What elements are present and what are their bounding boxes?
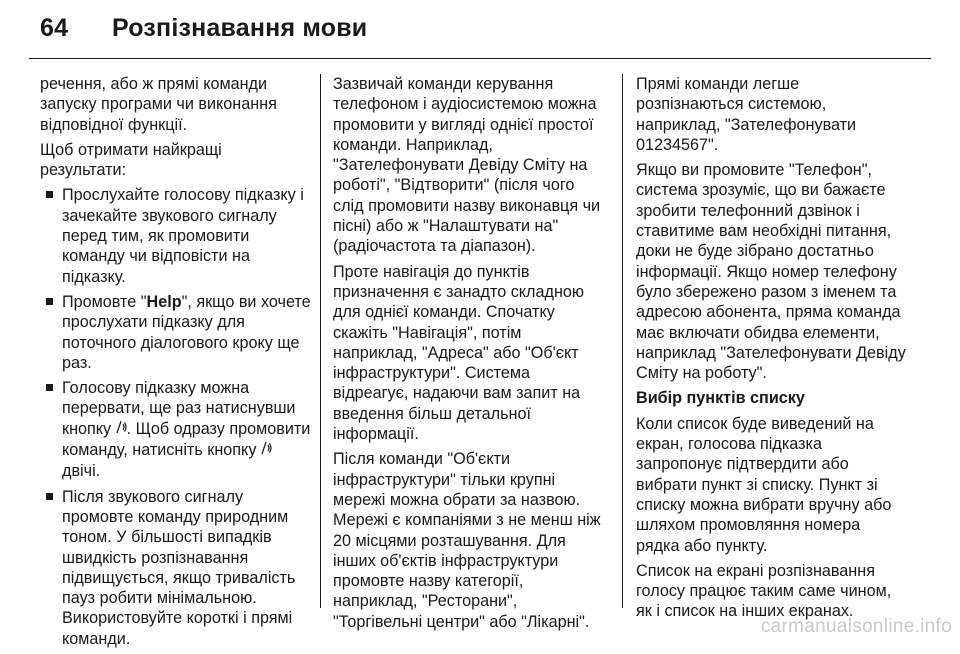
- bullet-text-pre: Промовте ": [62, 292, 147, 311]
- help-keyword: Help: [146, 292, 182, 311]
- bullet-square-icon: [46, 298, 53, 305]
- bullet-text-a: Голосову підказку можна перервати, ще раз натиснувши кнопку: [62, 379, 296, 438]
- bullet-square-icon: [46, 191, 53, 198]
- column-2: [333, 74, 605, 637]
- bullet-text-b: . Щоб одразу промовити команду, натисніть кнопку: [62, 419, 311, 460]
- paragraph: Після команди "Об'єкти інфраструктури" тільки крупні мережі можна обрати за назвою. Мережі є компаніями з не менш ніж 20 місцями розташування. Для інших об'єктів інфраструктури промовте назву категорії, наприклад, "Ресторани", "Торгівельні центри" або "Лікарні".: [333, 450, 601, 631]
- paragraph: Список на екрані розпізнавання голосу працює таким саме чином, як і список на інших екранах.: [636, 561, 892, 621]
- paragraph: Проте навігація до пунктів призначення є занадто складною для однієї команди. Спочатку скажіть "Навігація", потім наприклад, "Адреса" або "Об'єкт інфраструктури". Система відреагує, надаючи вам запит на введення більш детальної інформації.: [333, 262, 585, 444]
- voice-button-icon: [261, 441, 272, 461]
- column-1: [40, 74, 312, 654]
- page-number: 64: [40, 14, 69, 42]
- header-rule: [29, 58, 931, 59]
- bullet-text-c: двічі.: [62, 462, 101, 481]
- paragraph: Коли список буде виведений на екран, голосова підказка запропонує підтвердити або вибрати пункт зі списку. Пункт зі списку можна вибрати вручну або шляхом промовляння номера рядка або пункту.: [636, 414, 892, 555]
- list-item: [40, 487, 312, 649]
- bullet-square-icon: [46, 493, 53, 500]
- list-item: [40, 185, 312, 286]
- tips-list: [40, 185, 312, 649]
- watermark: carmanualsonline.info: [760, 616, 952, 637]
- column-divider-2: [622, 74, 623, 608]
- bullet-square-icon: [46, 384, 53, 391]
- intro-paragraph: речення, або ж прямі команди запуску програми чи виконання відповідної функції.: [40, 75, 277, 134]
- section-subheading: Вибір пунктів списку: [636, 389, 805, 408]
- voice-button-icon: [116, 420, 127, 440]
- bullet-text-post: ", якщо ви хочете прослухати підказку для поточного діалогового кроку ще раз.: [62, 292, 311, 372]
- paragraph: Якщо ви промовите "Телефон", система зрозуміє, що ви бажаєте зробити телефонний дзвінок і ставитиме вам необхідні питання, доки не буде зібрано достатньо інформації. Якщо номер телефону було збережено разом з іменем та адресою абонента, пряма команда має включати обидва елементи, наприклад "Зателефонувати Девіду Сміту на роботу".: [636, 161, 906, 383]
- paragraph: Прямі команди легше розпізнаються системою, наприклад, "Зателефонувати 01234567".: [636, 75, 857, 154]
- bullet-text: Прослухайте голосову підказку і зачекайте звукового сигналу перед тим, як промовити команду чи відповісти на підказку.: [62, 186, 304, 286]
- bullet-text: Після звукового сигналу промовте команду природним тоном. У більшості випадків швидкість розпізнавання підвищується, якщо тривалість пауз робити мінімальною. Використовуйте короткі і прямі команди.: [62, 487, 296, 648]
- column-3: [636, 74, 908, 627]
- list-item: [40, 378, 312, 481]
- list-item: [40, 292, 312, 373]
- lead-paragraph: Щоб отримати найкращі результати:: [40, 140, 222, 180]
- column-divider-1: [320, 74, 321, 608]
- page-title: Розпізнавання мови: [112, 14, 368, 42]
- paragraph: Зазвичай команди керування телефоном і аудіосистемою можна промовити у вигляді однієї простої команди. Наприклад, "Зателефонувати Девіду Сміту на роботі", "Відтворити" (після чого слід промовити назву виконавця чи пісні) або ж "Налаштувати на" (радіочастота та діапазон).: [333, 75, 601, 256]
- page-header: [40, 14, 367, 43]
